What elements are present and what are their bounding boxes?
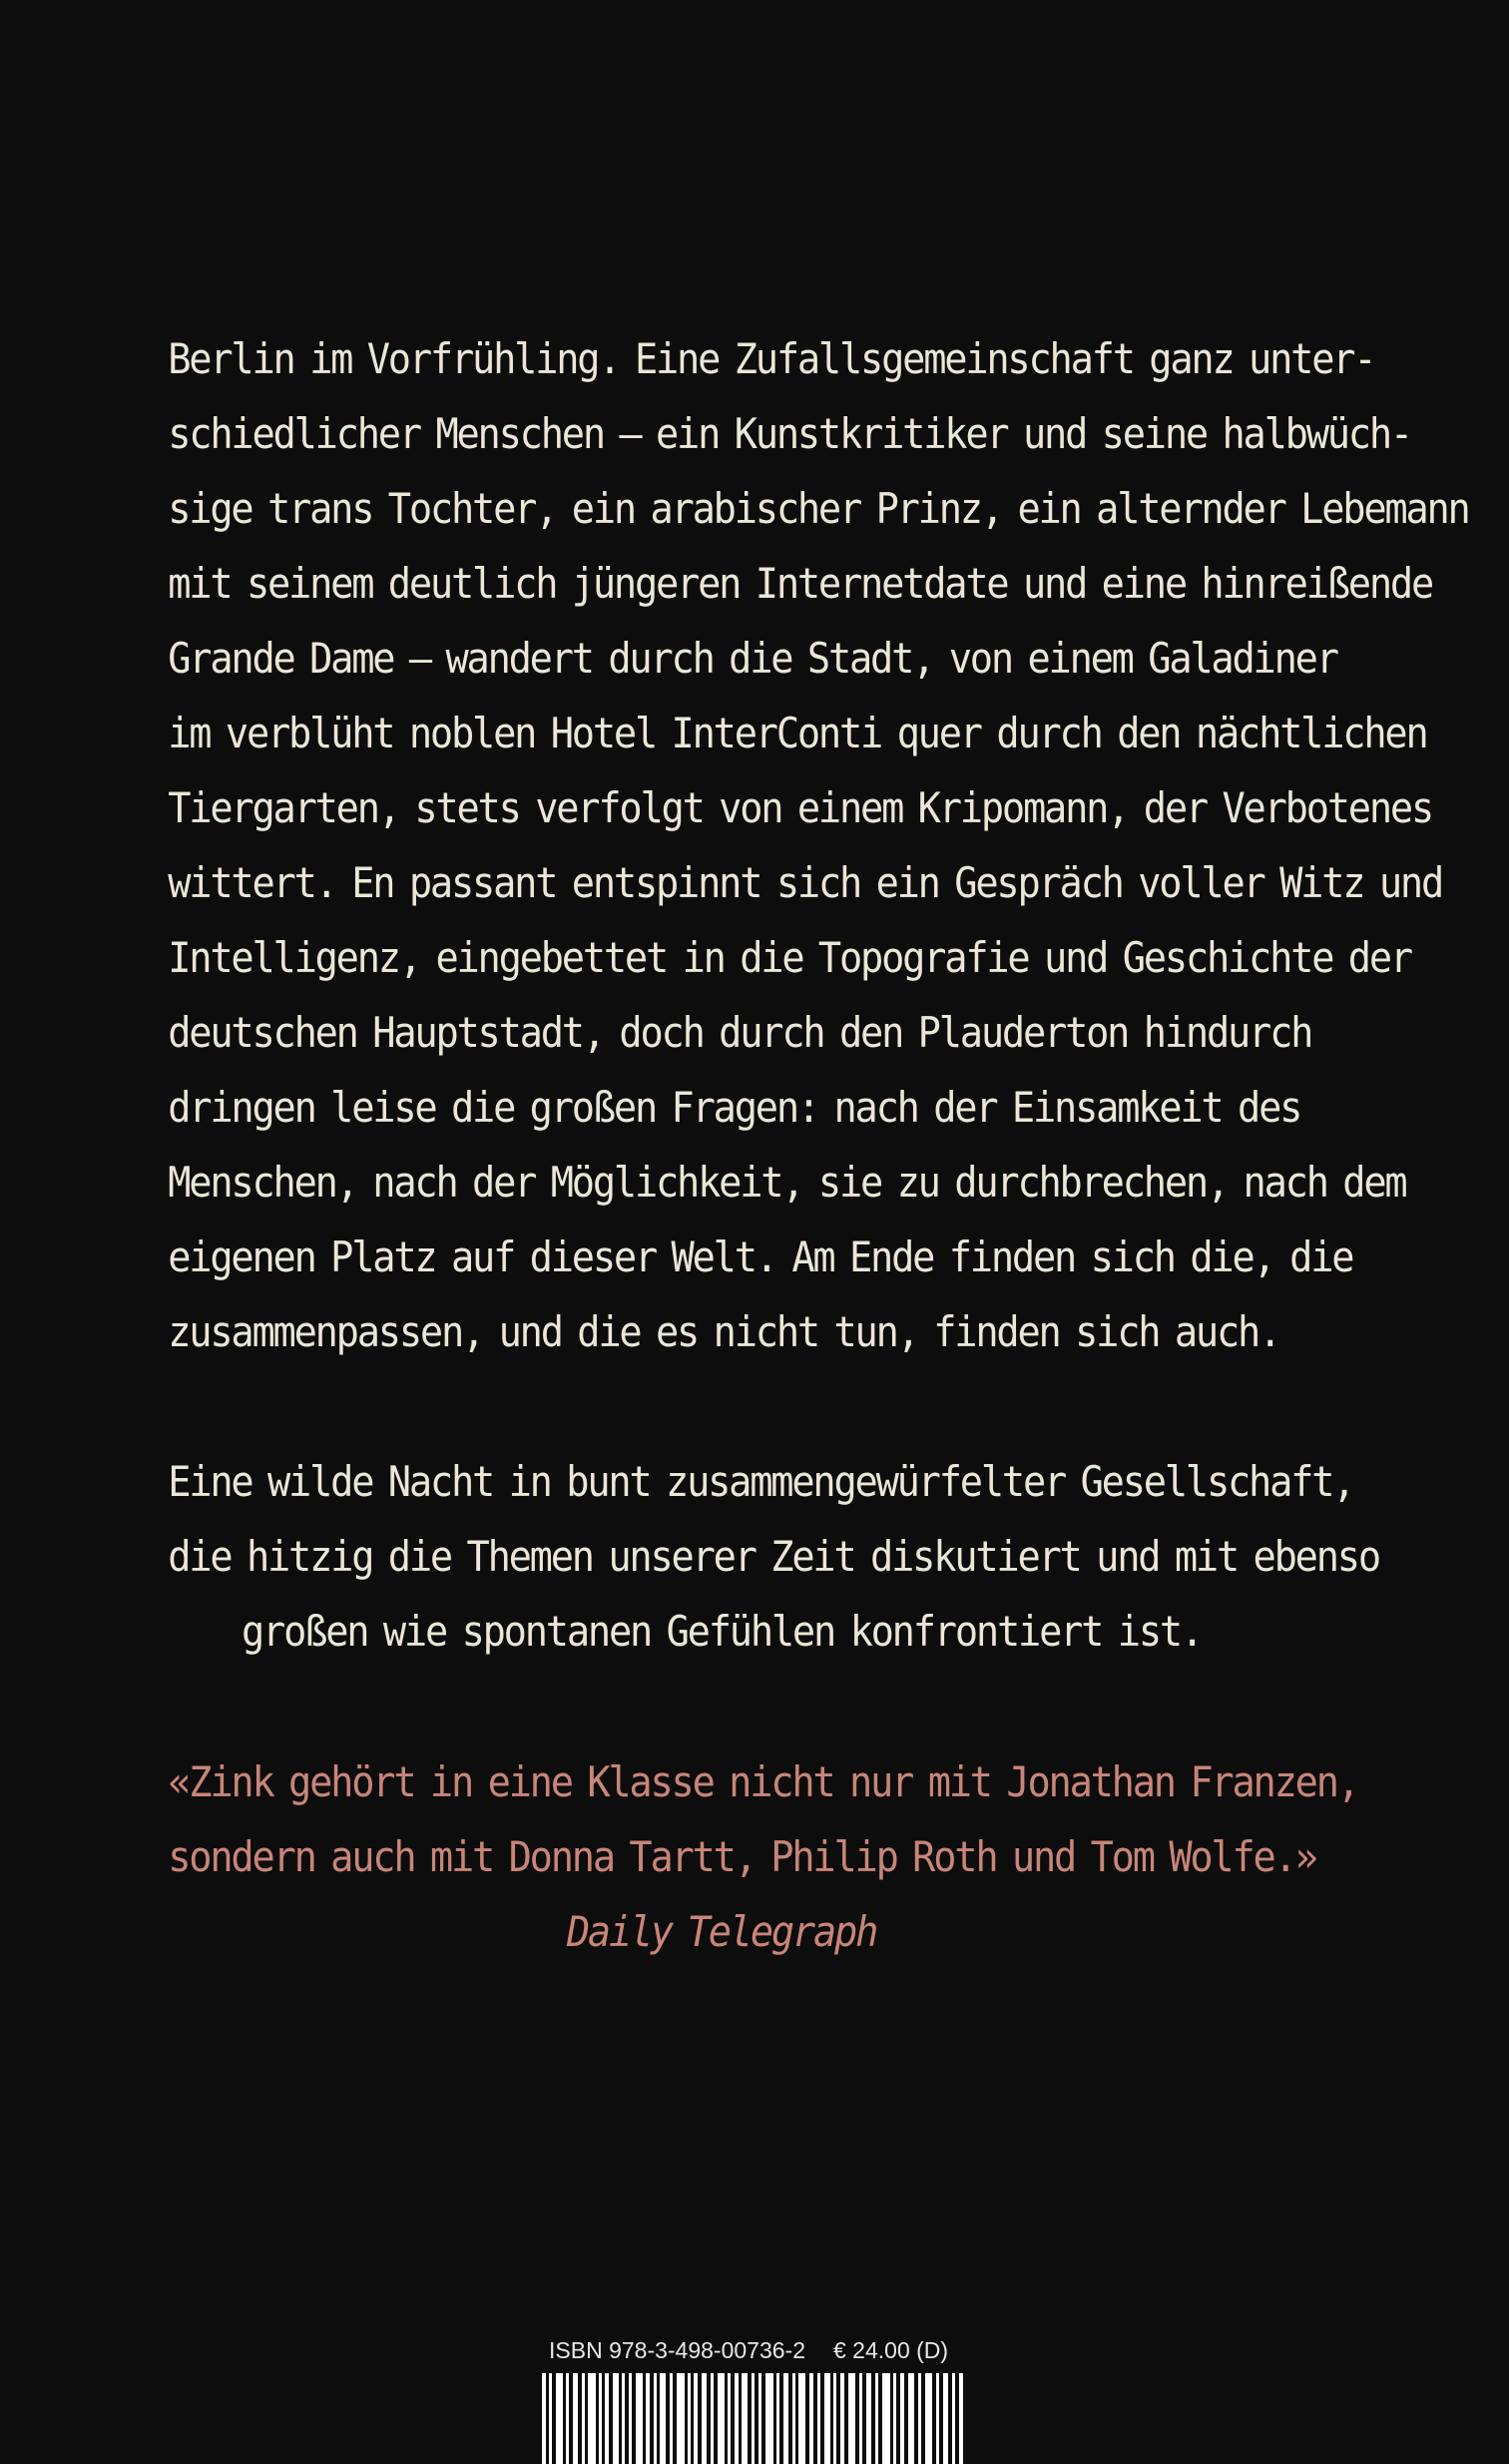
price-label: € 24.00 (D) (833, 2337, 949, 2363)
blurb-line: wittert. En passant entspinnt sich ein Gespräch voller Witz und (168, 858, 1443, 907)
blurb-line: schiedlicher Menschen – ein Kunstkritiker und seine halbwüch- (168, 409, 1411, 458)
quote-line: «Zink gehört in eine Klasse nicht nur mit Jonathan Franzen, (168, 1757, 1358, 1806)
blurb-line: mit seinem deutlich jüngeren Internetdate und eine hinreißende (168, 559, 1433, 608)
blurb-line: großen wie spontanen Gefühlen konfrontiert ist. (241, 1607, 1203, 1656)
blurb-line: Intelligenz, eingebettet in die Topografie und Geschichte der (168, 933, 1411, 982)
isbn-price-line (549, 2337, 978, 2364)
blurb-line: dringen leise die großen Fragen: nach der Einsamkeit des (168, 1083, 1301, 1132)
blurb-line: sige trans Tochter, ein arabischer Prinz, ein alternder Lebemann (168, 484, 1469, 533)
blurb-line: Eine wilde Nacht in bunt zusammengewürfelter Gesellschaft, (168, 1457, 1354, 1506)
quote-line: sondern auch mit Donna Tartt, Philip Roth und Tom Wolfe.» (168, 1832, 1316, 1881)
blurb-line: deutschen Hauptstadt, doch durch den Plauderton hindurch (168, 1008, 1312, 1057)
barcode-image (542, 2373, 966, 2464)
review-quote (168, 1744, 1358, 1969)
blurb-paragraph-2 (168, 1444, 1379, 1669)
blurb-line: im verblüht noblen Hotel InterConti quer durch den nächtlichen (168, 709, 1427, 757)
blurb-line: eigenen Platz auf dieser Welt. Am Ende finden sich die, die (168, 1232, 1353, 1281)
blurb-line: Tiergarten, stets verfolgt von einem Kripomann, der Verbotenes (168, 783, 1433, 832)
blurb-line: Berlin im Vorfrühling. Eine Zufallsgemeinschaft ganz unter- (168, 334, 1375, 383)
isbn-barcode-block (537, 2337, 976, 2464)
blurb-line: zusammenpassen, und die es nicht tun, finden sich auch. (168, 1307, 1280, 1356)
blurb-paragraph-1 (168, 321, 1469, 1369)
blurb-line: die hitzig die Themen unserer Zeit diskutiert und mit ebenso (168, 1532, 1379, 1581)
blurb-line: Menschen, nach der Möglichkeit, sie zu durchbrechen, nach dem (168, 1158, 1406, 1207)
quote-source: Daily Telegraph (566, 1907, 877, 1956)
isbn-number: ISBN 978-3-498-00736-2 (549, 2337, 805, 2363)
blurb-line: Grande Dame – wandert durch die Stadt, von einem Galadiner (168, 634, 1337, 683)
